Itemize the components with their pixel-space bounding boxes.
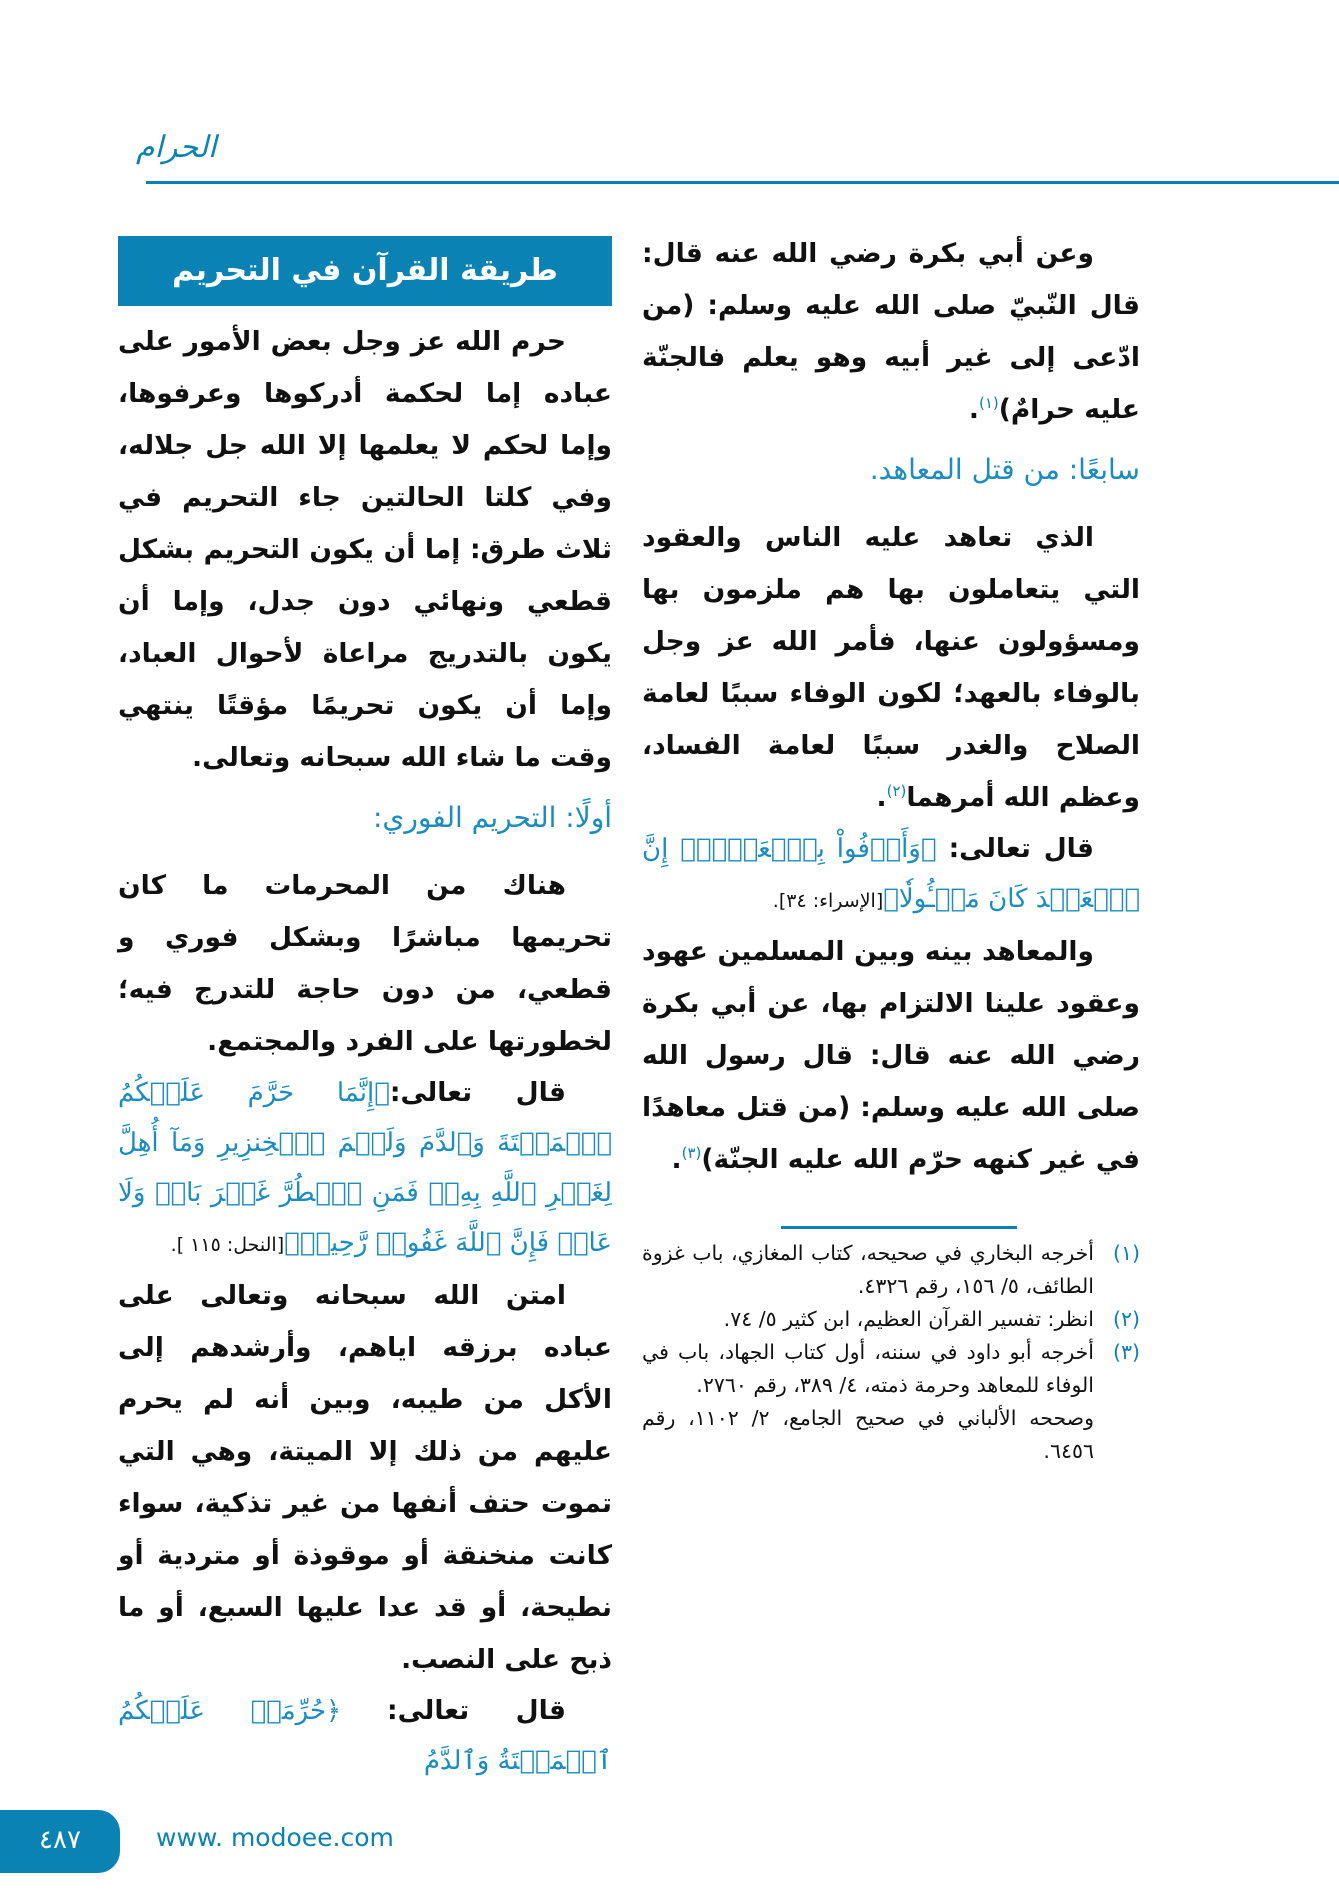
verse-reference: [النحل: ١١٥ ]. <box>170 1234 285 1256</box>
footnote-text: أخرجه البخاري في صحيحه، كتاب المغازي، باب غزوة الطائف، ٥/ ١٥٦، رقم ٤٣٢٦. <box>642 1241 1094 1298</box>
footnote-3 <box>642 1336 1140 1402</box>
footnote-3-continuation: وصححه الألباني في صحيح الجامع، ٢/ ١١٠٢، رقم ٦٤٥٦. <box>642 1406 1094 1463</box>
provision-paragraph: امتن الله سبحانه وتعالى على عباده برزقه اياهم، وأرشدهم إلى الأكل من طيبه، وبين أنه لم يحرم عليهم من ذلك إلا الميتة، وهي التي تموت حتف أنفها من غير تذكية، سواء كانت منخنقة أو موقوذة أو متردية أو نطيحة، أو قد عدا عليها السبع، أو ما ذبح على النصب. <box>118 1280 612 1675</box>
footnote-number: (١) <box>1112 1241 1140 1265</box>
section-box-title: طريقة القرآن في التحريم <box>118 236 612 306</box>
footnote-divider <box>781 1226 1017 1229</box>
punct: . <box>876 782 887 813</box>
footnote-ref-1[interactable]: (١) <box>978 394 999 413</box>
covenant-text: الذي تعاهد عليه الناس والعقود التي يتعاملون بها هم ملزمون بها ومسؤولون عنها، فأمر الله عز وجل بالوفاء بالعهد؛ لكون الوفاء سببًا لعامة الصلاح والغدر سببًا لعامة الفساد، وعظم الله أمرهما <box>642 522 1140 813</box>
section-heading-seventh: سابعًا: من قتل المعاهد. <box>869 453 1140 486</box>
footnote-number: (٢) <box>1112 1307 1140 1331</box>
verse-intro: قال تعالى: <box>389 1077 566 1108</box>
quran-verse: ﴿وَأَوۡفُواْ بِٱلۡعَهۡدِۖ إِنَّ ٱلۡعَهۡدَ كَانَ مَسۡـُٔولٗا﴾ <box>642 834 1140 914</box>
right-column <box>642 228 1140 1468</box>
immediate-prohibition-paragraph: هناك من المحرمات ما كان تحريمها مباشرًا وبشكل فوري و قطعي، من دون حاجة للتدرج فيه؛ لخطورتها على الفرد والمجتمع. <box>118 870 612 1057</box>
page-number-badge: ٤٨٧ <box>0 1810 120 1873</box>
footnote-1 <box>642 1237 1140 1303</box>
page-body <box>0 186 1339 1786</box>
hadith-text-2: والمعاهد بينه وبين المسلمين عهود وعقود علينا الالتزام بها، عن أبي بكرة رضي الله عنه قال: قال رسول الله صلى الله عليه وسلم: (من قتل معاهدًا في غير كنهه حرّم الله عليه الجنّة) <box>642 936 1140 1175</box>
footnote-text: أخرجه أبو داود في سننه، أول كتاب الجهاد، باب في الوفاء للمعاهد وحرمة ذمته، ٤/ ٣٨٩، رقم ٢٧٦٠. <box>642 1340 1094 1397</box>
hadith-paragraph-1 <box>642 228 1140 436</box>
section-heading-first: أولًا: التحريم الفوري: <box>372 801 612 834</box>
footnotes <box>642 1237 1140 1468</box>
footnote-ref-2[interactable]: (٢) <box>886 782 907 801</box>
page-header <box>0 0 1339 186</box>
page-footer <box>0 1810 1339 1900</box>
left-column <box>118 236 612 1786</box>
verse-block-nahl <box>118 1068 612 1270</box>
header-divider <box>146 181 1339 184</box>
quran-verse: ﴿حُرِّمَتۡ عَلَيۡكُمُ ٱلۡمَيۡتَةُ وَٱلدَّمُ <box>118 1696 612 1776</box>
punct: . <box>671 1144 682 1175</box>
running-header-title: الحرام <box>136 130 217 165</box>
footnote-area <box>642 1226 1140 1468</box>
quran-verse: ﴿إِنَّمَا حَرَّمَ عَلَيۡكُمُ ٱلۡمَيۡتَةَ وَٱلدَّمَ وَلَحۡمَ ٱلۡخِنزِيرِ وَمَآ أُهِلَّ لِغَيۡرِ ٱللَّهِ بِهِۦۖ فَمَنِ ٱضۡطُرَّ غَيۡرَ بَاغٖ وَلَا عَادٖ فَإِنَّ ٱللَّهَ غَفُورٞ رَّحِيمٞ﴾ <box>118 1078 612 1258</box>
verse-block-isra <box>642 824 1140 926</box>
footnote-ref-3[interactable]: (٣) <box>681 1144 702 1163</box>
intro-paragraph: حرم الله عز وجل بعض الأمور على عباده إما لحكمة أدركوها وعرفوها، وإما لحكم لا يعلمها إلا الله جل جلاله، وفي كلتا الحالتين جاء التحريم في ثلاث طرق: إما أن يكون التحريم بشكل قطعي ونهائي دون جدل، وإما أن يكون بالتدريج مراعاة لأحوال العباد، وإما أن يكون تحريمًا مؤقتًا ينتهي وقت ما شاء الله سبحانه وتعالى. <box>118 326 612 773</box>
footnote-number: (٣) <box>1112 1340 1140 1364</box>
footnote-text: انظر: تفسير القرآن العظيم، ابن كثير ٥/ ٧٤. <box>723 1307 1094 1331</box>
paragraph-covenant <box>642 512 1140 824</box>
verse-reference: [الإسراء: ٣٤]. <box>772 890 884 912</box>
verse-intro: قال تعالى: <box>386 1695 566 1726</box>
punct: . <box>968 394 979 425</box>
footnote-2 <box>642 1303 1140 1336</box>
verse-block-maidah <box>118 1686 612 1786</box>
verse-intro: قال تعالى: <box>948 833 1094 864</box>
hadith-paragraph-2 <box>642 926 1140 1186</box>
website-link[interactable]: www. modoee.com <box>156 1823 394 1852</box>
hadith-text-1: وعن أبي بكرة رضي الله عنه قال: قال النّبيّ صلى الله عليه وسلم: (من ادّعى إلى غير أبيه وهو يعلم فالجنّة عليه حرامٌ) <box>642 238 1140 425</box>
